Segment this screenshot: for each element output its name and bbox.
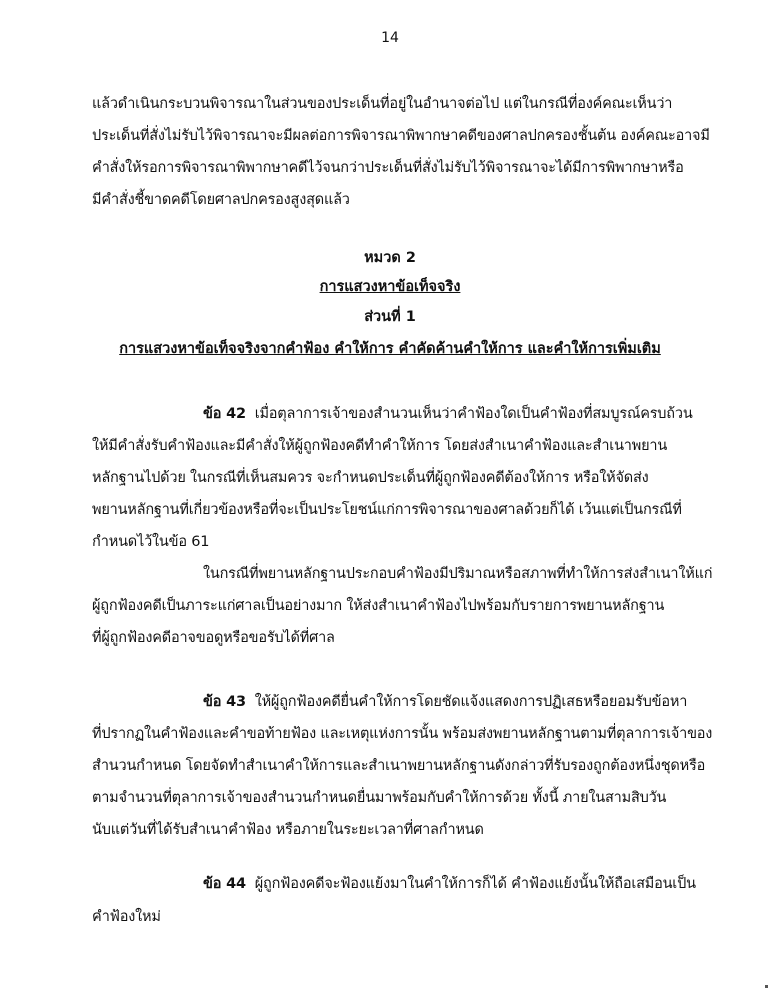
part-title: การแสวงหาข้อเท็จจริงจากคำฟ้อง คำให้การ คำคัดค้านคำให้การ และคำให้การเพิ่มเติม bbox=[119, 341, 661, 357]
section-42-text: เมื่อตุลาการเจ้าของสำนวนเห็นว่าคำฟ้องใดเป็นคำฟ้องที่สมบูรณ์ครบถ้วน bbox=[254, 406, 693, 422]
part-heading: ส่วนที่ 1 bbox=[364, 309, 416, 325]
section-44-text: ผู้ถูกฟ้องคดีจะฟ้องแย้งมาในคำให้การก็ได้ คำฟ้องแย้งนั้นให้ถือเสมือนเป็น bbox=[254, 876, 696, 892]
section-43-line: สำนวนกำหนด โดยจัดทำสำเนาคำให้การและสำเนาพยานหลักฐานดังกล่าวที่รับรองถูกต้องหนึ่งชุดหรือ bbox=[92, 758, 706, 774]
section-42-line: กำหนดไว้ในข้อ 61 bbox=[92, 534, 210, 550]
intro-line: มีคำสั่งชี้ขาดคดีโดยศาลปกครองสูงสุดแล้ว bbox=[92, 192, 350, 208]
section-44-first-line bbox=[203, 872, 696, 895]
section-43-line: ตามจำนวนที่ตุลาการเจ้าของสำนวนกำหนดยื่นมาพร้อมกับคำให้การด้วย ทั้งนี้ ภายในสามสิบวัน bbox=[92, 790, 667, 806]
section-42-line: พยานหลักฐานที่เกี่ยวข้องหรือที่จะเป็นประโยชน์แก่การพิจารณาของศาลด้วยก็ได้ เว้นแต่เป็นกรณีที่ bbox=[92, 502, 682, 518]
section-44-line: คำฟ้องใหม่ bbox=[92, 909, 161, 925]
section-44-number: ข้อ 44 bbox=[203, 876, 246, 892]
section-42-para2-line: ผู้ถูกฟ้องคดีเป็นภาระแก่ศาลเป็นอย่างมาก ให้ส่งสำเนาคำฟ้องไปพร้อมกับรายการพยานหลักฐาน bbox=[92, 598, 665, 614]
scan-mark bbox=[765, 985, 768, 988]
section-42-para2-first-line: ในกรณีที่พยานหลักฐานประกอบคำฟ้องมีปริมาณหรือสภาพที่ทำให้การส่งสำเนาให้แก่ bbox=[203, 566, 713, 582]
intro-line: แล้วดำเนินกระบวนพิจารณาในส่วนของประเด็นที่อยู่ในอำนาจต่อไป แต่ในกรณีที่องค์คณะเห็นว่า bbox=[92, 96, 673, 112]
chapter-title: การแสวงหาข้อเท็จจริง bbox=[319, 279, 461, 295]
intro-line: ประเด็นที่สั่งไม่รับไว้พิจารณาจะมีผลต่อการพิจารณาพิพากษาคดีของศาลปกครองชั้นต้น องค์คณะอาจมี bbox=[92, 128, 710, 144]
section-42-line: ให้มีคำสั่งรับคำฟ้องและมีคำสั่งให้ผู้ถูกฟ้องคดีทำคำให้การ โดยส่งสำเนาคำฟ้องและสำเนาพยาน bbox=[92, 438, 668, 454]
section-42-number: ข้อ 42 bbox=[203, 406, 246, 422]
section-43-line: นับแต่วันที่ได้รับสำเนาคำฟ้อง หรือภายในระยะเวลาที่ศาลกำหนด bbox=[92, 822, 484, 838]
section-42-para2-line: ที่ผู้ถูกฟ้องคดีอาจขอดูหรือขอรับได้ที่ศาล bbox=[92, 630, 335, 646]
chapter-heading: หมวด 2 bbox=[364, 250, 416, 266]
section-43-number: ข้อ 43 bbox=[203, 694, 246, 710]
page-number: 14 bbox=[381, 30, 399, 46]
section-43-text: ให้ผู้ถูกฟ้องคดียื่นคำให้การโดยชัดแจ้งแสดงการปฏิเสธหรือยอมรับข้อหา bbox=[254, 694, 688, 710]
section-42-line: หลักฐานไปด้วย ในกรณีที่เห็นสมควร จะกำหนดประเด็นที่ผู้ถูกฟ้องคดีต้องให้การ หรือให้จัดส่ง bbox=[92, 470, 649, 486]
section-43-line: ที่ปรากฏในคำฟ้องและคำขอท้ายฟ้อง และเหตุแห่งการนั้น พร้อมส่งพยานหลักฐานตามที่ตุลาการเจ้าของ bbox=[92, 726, 713, 742]
section-42-first-line bbox=[203, 402, 693, 425]
section-43-first-line bbox=[203, 690, 687, 713]
intro-line: คำสั่งให้รอการพิจารณาพิพากษาคดีไว้จนกว่าประเด็นที่สั่งไม่รับไว้พิจารณาจะได้มีการพิพากษาหรือ bbox=[92, 160, 684, 176]
